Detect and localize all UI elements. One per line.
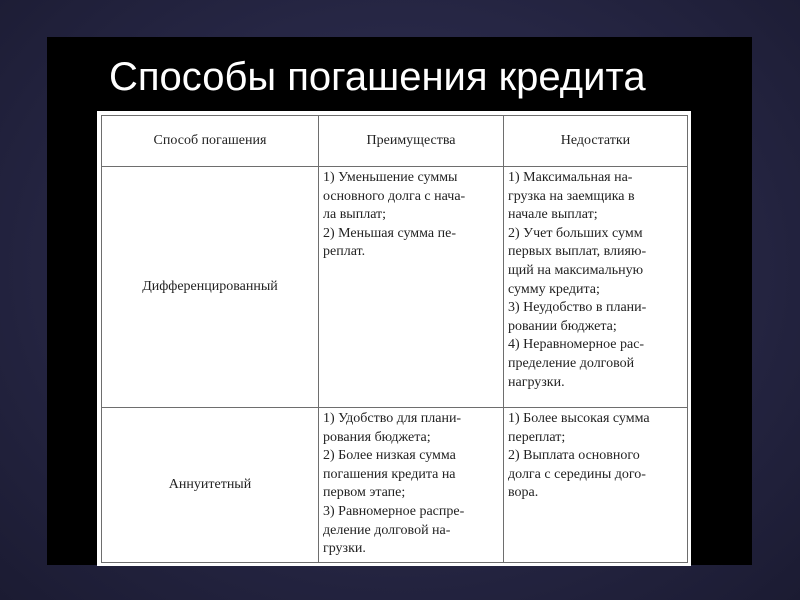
table-row <box>102 408 688 563</box>
text-line: нагрузки. <box>508 374 565 390</box>
table-header-row <box>102 116 688 167</box>
disadvantages-cell <box>504 408 688 563</box>
text-line: ровании бюджета; <box>508 318 617 334</box>
text-line: грузки. <box>323 541 366 557</box>
table-row <box>102 167 688 408</box>
text-line: пределение долговой <box>508 355 635 371</box>
slide <box>47 37 752 565</box>
text-line: 2) Меньшая сумма пе- <box>323 225 456 241</box>
text-line: ла выплат; <box>323 207 387 223</box>
header-advantages: Преимущества <box>319 116 504 167</box>
slide-title: Способы погашения кредита <box>109 55 646 99</box>
header-disadvantages: Недостатки <box>504 116 688 167</box>
text-line: рования бюджета; <box>323 429 431 445</box>
text-line: первых выплат, влияю- <box>508 244 647 260</box>
text-line: погашения кредита на <box>323 466 456 482</box>
text-line: щий на максимальную <box>508 262 644 278</box>
text-line: деление долговой на- <box>323 522 451 538</box>
header-method: Способ погашения <box>102 116 319 167</box>
text-line: основного долга с нача- <box>323 188 466 204</box>
text-line: начале выплат; <box>508 207 598 223</box>
text-line: реплат. <box>323 244 366 260</box>
text-line: 1) Уменьшение суммы <box>323 170 458 185</box>
method-cell: Дифференцированный <box>102 167 319 408</box>
advantages-cell <box>319 167 504 408</box>
text-line: 3) Равномерное распре- <box>323 503 465 519</box>
text-line: грузка на заемщика в <box>508 188 635 204</box>
text-line: 2) Выплата основного <box>508 448 640 464</box>
repayment-methods-table <box>101 115 688 563</box>
text-line: сумму кредита; <box>508 281 600 297</box>
text-line: 1) Более высокая сумма <box>508 411 650 426</box>
text-line: 1) Удобство для плани- <box>323 411 462 426</box>
text-line: 2) Учет больших сумм <box>508 225 643 241</box>
text-line: переплат; <box>508 429 566 445</box>
text-line: 2) Более низкая сумма <box>323 448 456 464</box>
text-line: 3) Неудобство в плани- <box>508 300 647 316</box>
text-line: долга с середины дого- <box>508 466 646 482</box>
method-cell: Аннуитетный <box>102 408 319 563</box>
text-line: вора. <box>508 485 539 501</box>
advantages-cell <box>319 408 504 563</box>
disadvantages-cell <box>504 167 688 408</box>
table-image <box>97 111 691 566</box>
text-line: первом этапе; <box>323 485 406 501</box>
text-line: 4) Неравномерное рас- <box>508 337 645 353</box>
text-line: 1) Максимальная на- <box>508 170 633 185</box>
